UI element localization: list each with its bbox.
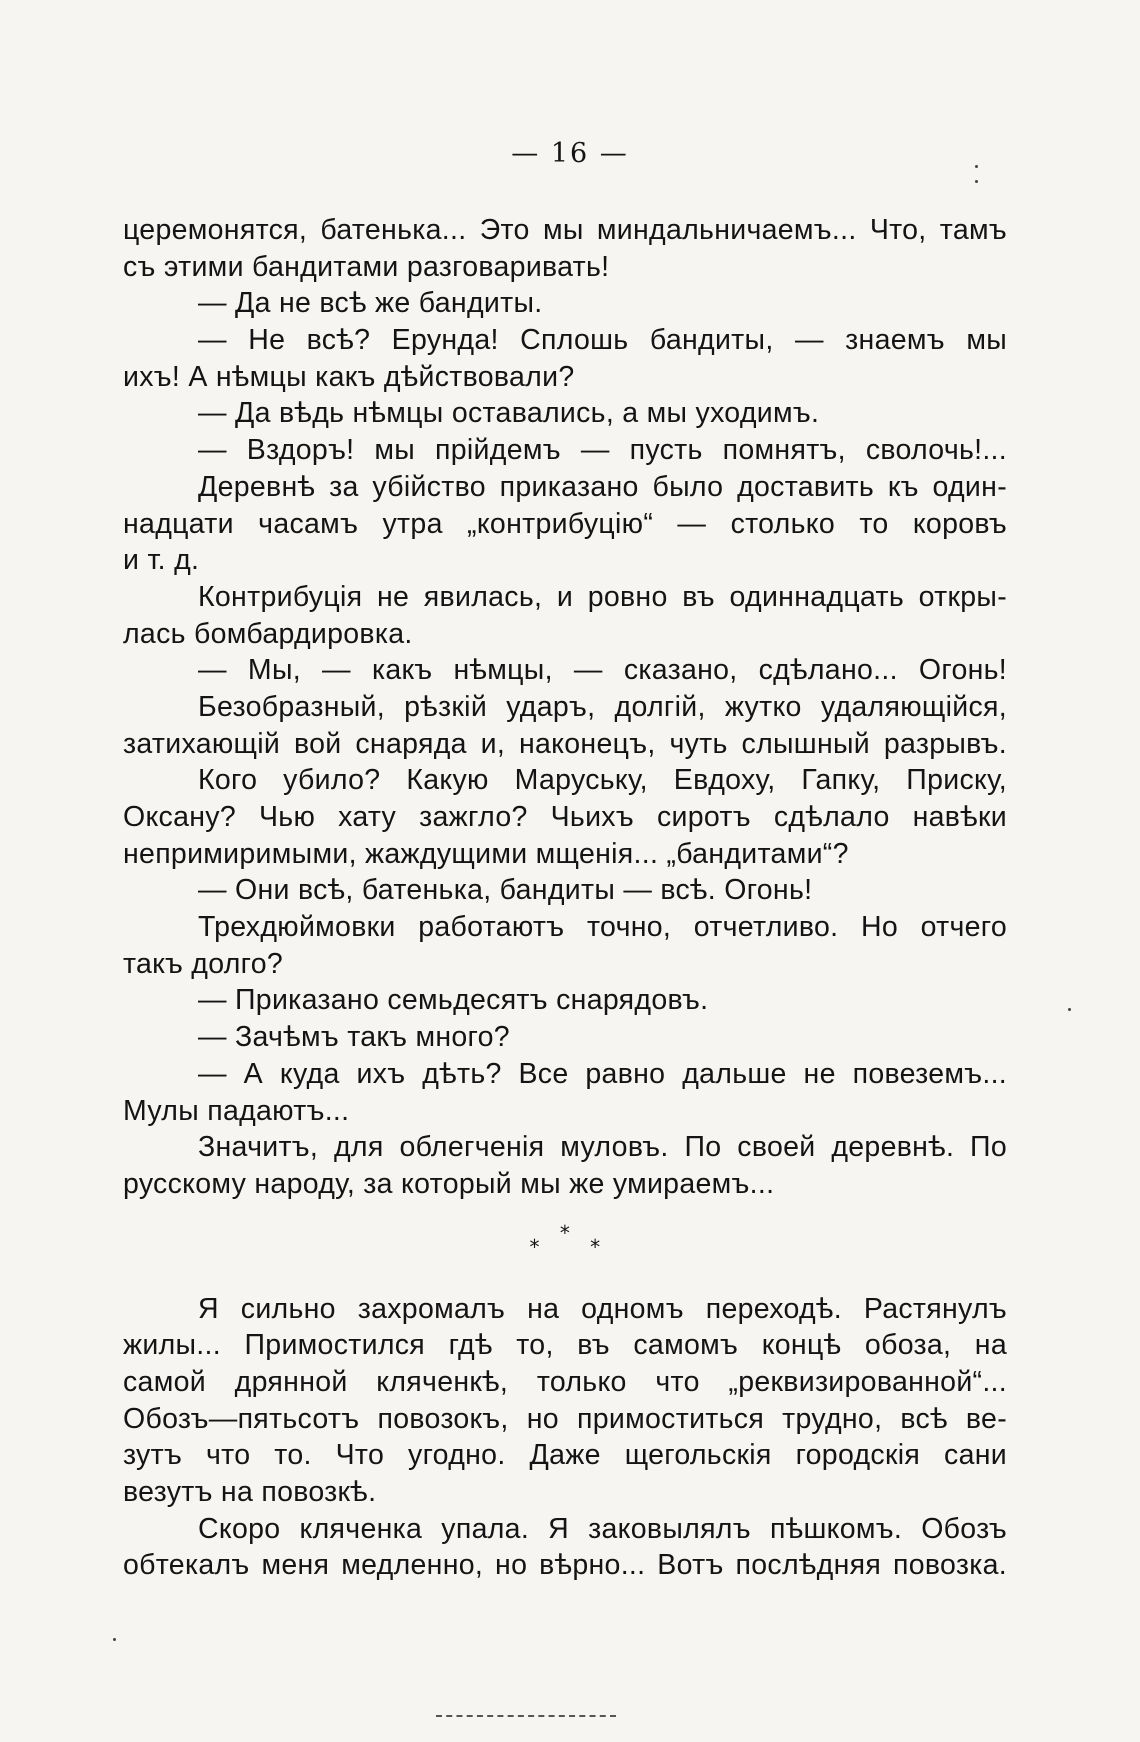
text-line: лась бомбардировка. [123,617,413,650]
text-line: Контрибуція не явилась, и ровно въ одиннадцать откры- [198,580,1007,613]
text-line: самой дрянной кляченкѣ, только что „реквизированной“... [123,1365,1007,1398]
text-line: — А куда ихъ дѣть? Все равно дальше не повеземъ... [198,1057,1007,1090]
asterisk-icon: * [529,1234,540,1259]
text-line: Деревнѣ за убійство приказано было доставить къ один- [198,470,1007,503]
text-line: и т. д. [123,544,200,577]
text-line: съ этими бандитами разговаривать! [123,250,610,283]
text-line: обтекалъ меня медленно, но вѣрно... Вотъ послѣдняя повозка. [123,1549,1007,1582]
text-line: надцати часамъ утра „контрибуцію“ — столько то коровъ [123,507,1007,540]
text-line: — Да вѣдь нѣмцы оставались, а мы уходимъ. [198,397,820,430]
print-speck [975,165,978,168]
text-line: — Зачѣмъ такъ много? [198,1021,510,1054]
text-line: Я сильно захромалъ на одномъ переходѣ. Растянулъ [198,1292,1007,1325]
text-line: — Да не всѣ же бандиты. [198,287,543,320]
text-line: зутъ что то. Что угодно. Даже щегольскія городскія сани [123,1439,1007,1472]
text-line: церемонятся, батенька... Это мы миндальничаемъ... Что, тамъ [123,214,1007,246]
text-line: — Они всѣ, батенька, бандиты — всѣ. Огонь! [198,874,813,907]
text-line: такъ долго? [123,947,284,980]
section-separator [123,1203,1007,1291]
text-line: непримиримыми, жаждущими мщенія... „бандитами“? [123,837,849,870]
bottom-rule [436,1715,616,1720]
text-line: Оксану? Чью хату зажгло? Чьихъ сиротъ сдѣлало навѣки [123,801,1007,833]
asterisk-icon: * [590,1234,601,1259]
text-line: русскому народу, за который мы же умираемъ... [123,1167,775,1200]
text-line: Кого убило? Какую Маруську, Евдоху, Гапку, Приску, [198,764,1007,797]
text-line: затихающій вой снаряда и, наконецъ, чуть слышный разрывъ. [123,727,1007,760]
text-line: — Вздоръ! мы прійдемъ — пусть помнятъ, сволочь!... [198,434,1007,467]
text-line: везутъ на повозкѣ. [123,1476,377,1508]
text-line: — Мы, — какъ нѣмцы, — сказано, сдѣлано... Огонь! [198,654,1007,687]
print-speck [113,1638,116,1641]
text-line: Безобразный, рѣзкій ударъ, долгій, жутко удаляющійся, [198,690,1007,723]
text-line: Мулы падаютъ... [123,1094,350,1127]
text-line: — Не всѣ? Ерунда! Сплошь бандиты, — знаемъ мы [198,324,1007,357]
page-number: — 16 — [511,138,629,169]
text-line: ихъ! А нѣмцы какъ дѣйствовали? [123,360,575,393]
print-speck [1068,1008,1071,1011]
print-speck [975,180,978,183]
text-line: Скоро кляченка упала. Я заковылялъ пѣшкомъ. Обозъ [198,1512,1007,1545]
text-line: Значитъ, для облегченія муловъ. По своей деревнѣ. По [198,1131,1007,1164]
text-line: жилы... Примостился гдѣ то, въ самомъ концѣ обоза, на [123,1329,1007,1362]
body-text [123,212,1007,1584]
asterisk-icon: * [559,1220,571,1245]
text-line: Трехдюймовки работаютъ точно, отчетливо. Но отчего [198,911,1007,944]
text-line: Обозъ—пятьсотъ повозокъ, но примоститься трудно, всѣ ве- [123,1402,1007,1435]
text-line: — Приказано семьдесятъ снарядовъ. [198,984,709,1017]
